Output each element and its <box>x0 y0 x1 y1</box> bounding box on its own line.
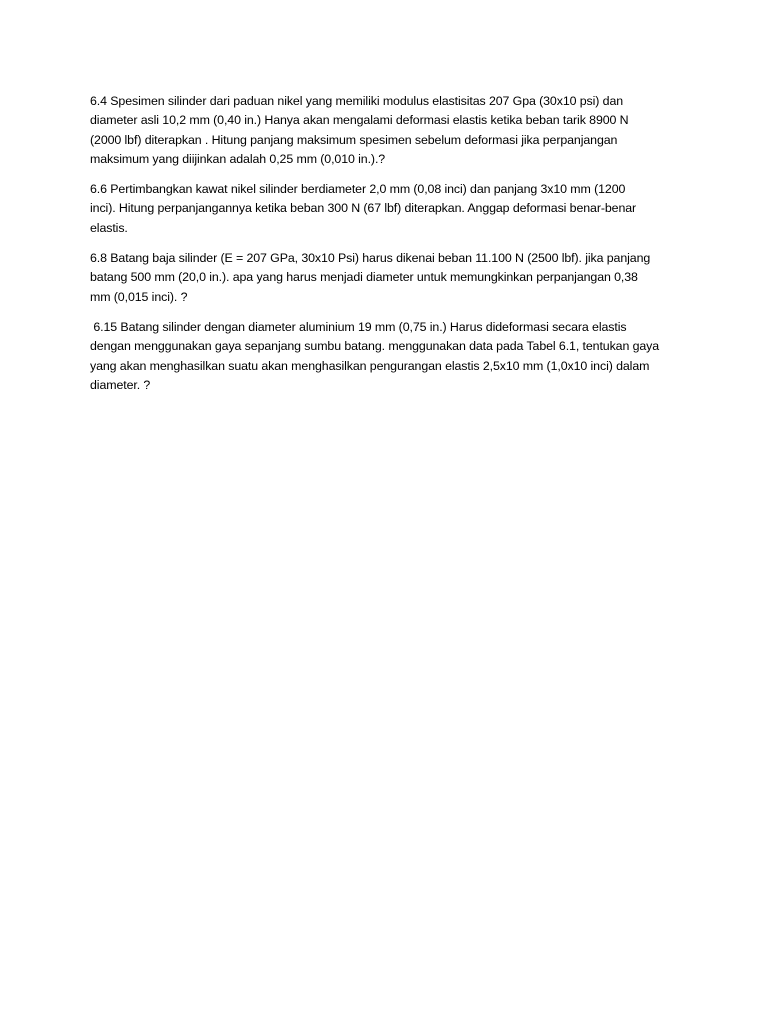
problem-6-8 <box>90 249 695 307</box>
text-line: mm (0,015 inci). ? <box>90 289 188 304</box>
text-line: 6.6 Pertimbangkan kawat nikel silinder berdiameter 2,0 mm (0,08 inci) dan panjang 3x10 mm (1200 <box>90 182 626 197</box>
text-line: inci). Hitung perpanjangannya ketika beban 300 N (67 lbf) diterapkan. Anggap deformasi benar-benar <box>90 201 637 216</box>
text-line: batang 500 mm (20,0 in.). apa yang harus menjadi diameter untuk memungkinkan perpanjangan 0,38 <box>90 270 638 285</box>
text-line: diameter asli 10,2 mm (0,40 in.) Hanya akan mengalami deformasi elastis ketika beban tarik 8900 N <box>90 113 629 128</box>
text-line: dengan menggunakan gaya sepanjang sumbu batang. menggunakan data pada Tabel 6.1, tentukan gaya <box>90 339 660 354</box>
problem-6-15 <box>90 318 695 395</box>
problem-6-6 <box>90 180 695 238</box>
text-line: maksimum yang diijinkan adalah 0,25 mm (0,010 in.).? <box>90 151 386 166</box>
text-line: yang akan menghasilkan suatu akan menghasilkan pengurangan elastis 2,5x10 mm (1,0x10 inci) dalam <box>90 358 650 373</box>
text-line: 6.15 Batang silinder dengan diameter aluminium 19 mm (0,75 in.) Harus dideformasi secara elastis <box>90 319 627 334</box>
document-body <box>90 92 695 406</box>
text-line: 6.4 Spesimen silinder dari paduan nikel yang memiliki modulus elastisitas 207 Gpa (30x10 psi) dan <box>90 94 624 108</box>
text-line: elastis. <box>90 220 128 235</box>
problem-6-4 <box>90 92 695 169</box>
text-line: diameter. ? <box>90 377 151 392</box>
text-line: (2000 lbf) diterapkan . Hitung panjang maksimum spesimen sebelum deformasi jika perpanjangan <box>90 132 618 147</box>
text-line: 6.8 Batang baja silinder (E = 207 GPa, 30x10 Psi) harus dikenai beban 11.100 N (2500 lbf). jika panjang <box>90 251 651 266</box>
